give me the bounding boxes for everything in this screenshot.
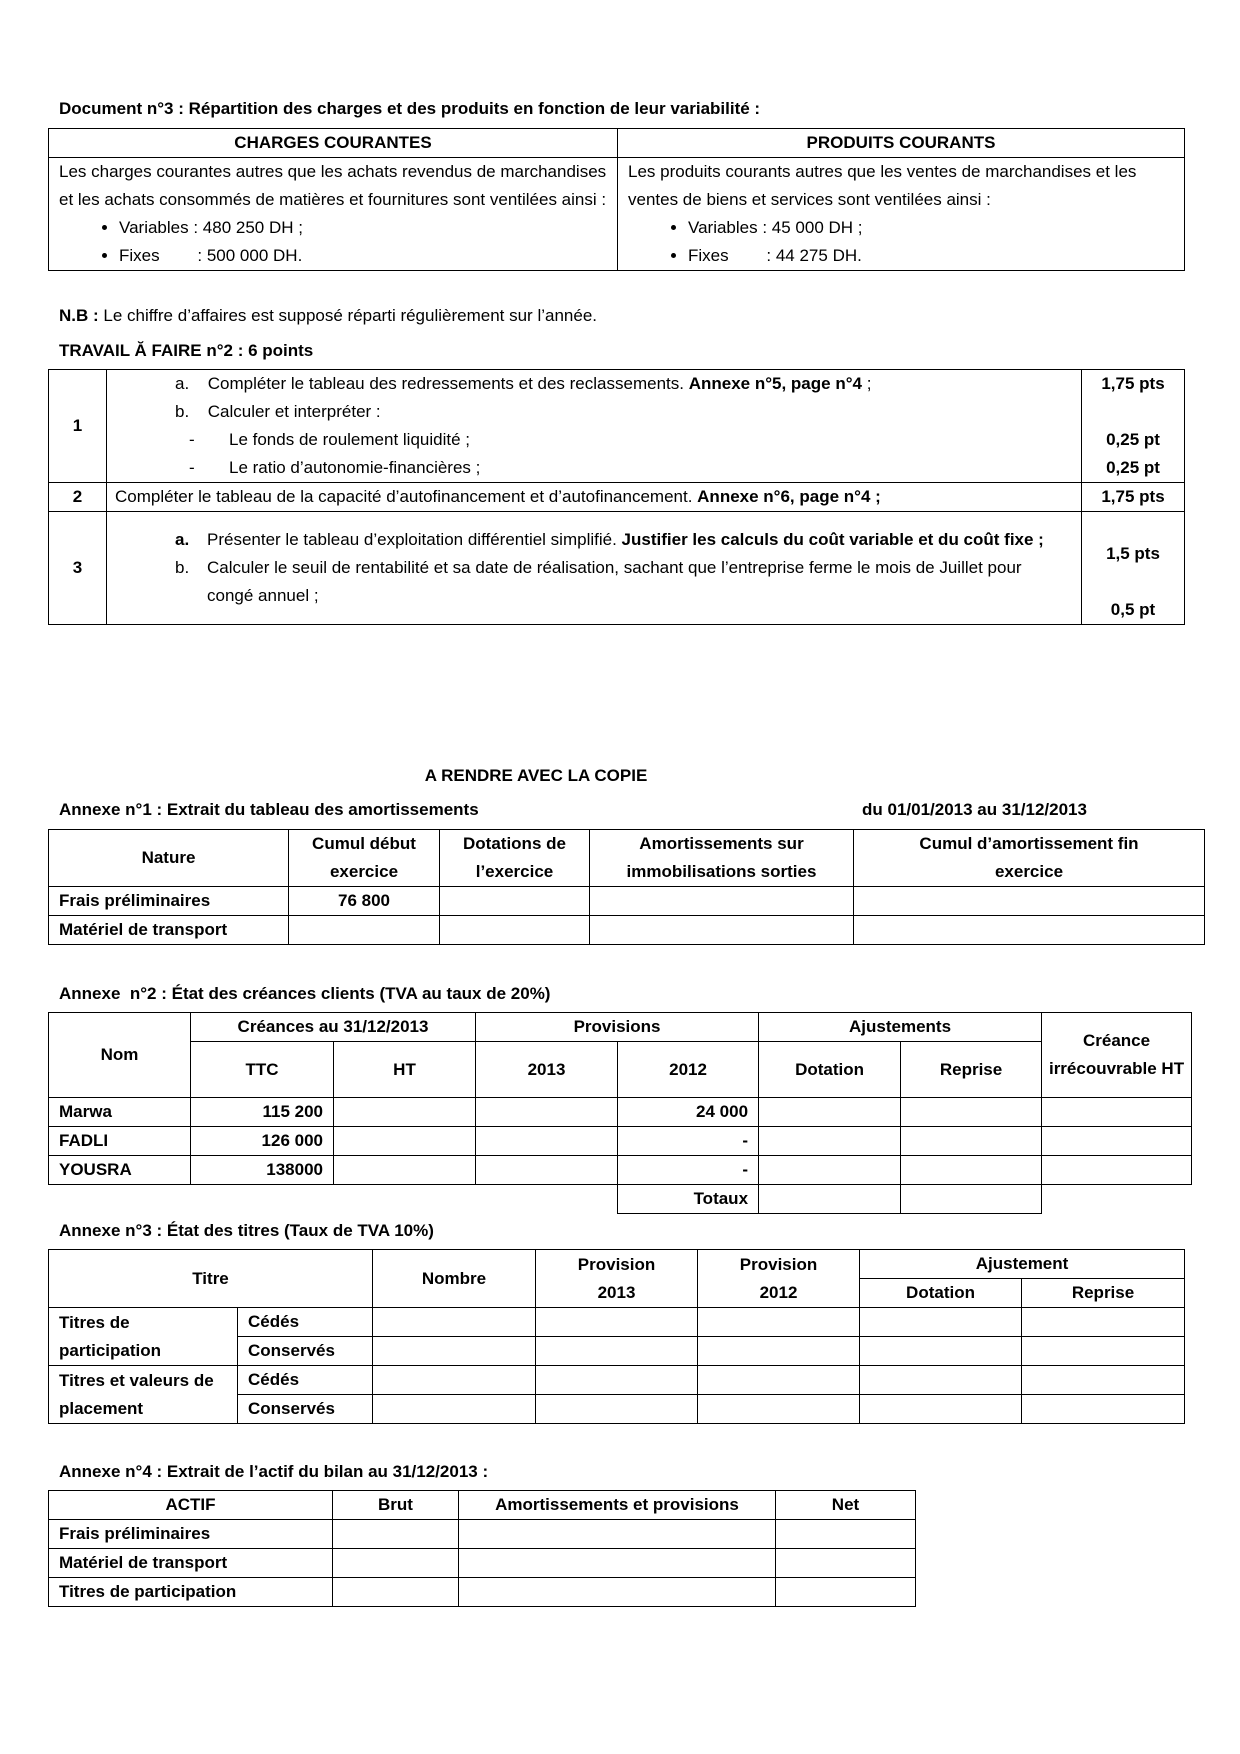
a2-h-irrecouvrable: Créance irrécouvrable HT: [1042, 1013, 1192, 1098]
a3-cell[interactable]: [1022, 1308, 1185, 1337]
a2-cell[interactable]: [1042, 1156, 1192, 1185]
q2-ref: Annexe n°6, page n°4 ;: [697, 487, 881, 506]
a3-group-placement: Titres et valeurs de placement: [49, 1366, 238, 1424]
q3a-text: Présenter le tableau d’exploitation différentiel simplifié.: [207, 530, 622, 549]
a1-row-label: Frais préliminaires: [49, 887, 289, 916]
a3-cell[interactable]: [860, 1308, 1022, 1337]
q3b-label: b.: [175, 558, 190, 577]
a1-cell[interactable]: [854, 887, 1205, 916]
annexe3-table: [48, 1249, 1185, 1424]
a3-cell[interactable]: [373, 1366, 536, 1395]
a4-cell[interactable]: [459, 1520, 776, 1549]
a1-h-cumul-fin: Cumul d’amortissement fin exercice: [854, 830, 1205, 887]
q2-points: 1,75 pts: [1082, 483, 1185, 512]
a4-h-amort: Amortissements et provisions: [459, 1491, 776, 1520]
charges-cell: [49, 158, 618, 271]
annexe2-table: [48, 1012, 1192, 1214]
q1a-ref: Annexe n°5, page n°4: [688, 374, 862, 393]
q1b-text: Calculer et interpréter :: [207, 402, 381, 421]
a2-cell[interactable]: [334, 1098, 476, 1127]
a4-cell[interactable]: [333, 1549, 459, 1578]
q2-body: Compléter le tableau de la capacité d’autofinancement et d’autofinancement.: [115, 487, 698, 506]
a3-cell[interactable]: [1022, 1337, 1185, 1366]
q1-points: [1082, 370, 1185, 483]
a4-h-actif: ACTIF: [49, 1491, 333, 1520]
a3-cell[interactable]: [698, 1366, 860, 1395]
nb-text: Le chiffre d’affaires est supposé réparti régulièrement sur l’année.: [98, 306, 597, 325]
a2-cell[interactable]: [476, 1156, 618, 1185]
q3-text: [107, 512, 1082, 625]
a3-cell[interactable]: [373, 1395, 536, 1424]
a2-h-ajustements: Ajustements: [759, 1013, 1042, 1042]
a4-h-brut: Brut: [333, 1491, 459, 1520]
a3-h-titre: Titre: [49, 1250, 373, 1308]
a2-h-creances: Créances au 31/12/2013: [191, 1013, 476, 1042]
a2-cell[interactable]: [901, 1156, 1042, 1185]
a3-cell[interactable]: [536, 1308, 698, 1337]
a2-cell[interactable]: [759, 1098, 901, 1127]
a4-cell[interactable]: [459, 1549, 776, 1578]
charges-fixes: • Fixes : 500 000 DH.: [119, 242, 607, 270]
a1-h-nature: Nature: [49, 830, 289, 887]
a2-totaux-label: Totaux: [618, 1185, 759, 1214]
a3-h-dotation: Dotation: [860, 1279, 1022, 1308]
produits-text: Les produits courants autres que les ventes de marchandises et les ventes de biens et services sont ventilées ainsi :: [628, 162, 1137, 209]
a3-h-ajustement: Ajustement: [860, 1250, 1185, 1279]
a3-cell[interactable]: [536, 1366, 698, 1395]
a3-cell[interactable]: [698, 1337, 860, 1366]
a1-cell[interactable]: [440, 887, 590, 916]
q3a-points: 1,5 pts: [1106, 544, 1160, 563]
a3-cell[interactable]: [860, 1366, 1022, 1395]
a2-h-ht: HT: [334, 1042, 476, 1098]
a4-cell[interactable]: [776, 1578, 916, 1607]
a4-row-label: Matériel de transport: [49, 1549, 333, 1578]
a3-cell[interactable]: [1022, 1366, 1185, 1395]
a1-cell[interactable]: [590, 887, 854, 916]
a2-p2012: 24 000: [618, 1098, 759, 1127]
a4-cell[interactable]: [459, 1578, 776, 1607]
annexe1-period: du 01/01/2013 au 31/12/2013: [862, 800, 1087, 819]
a1-row-label: Matériel de transport: [49, 916, 289, 945]
a3-h-reprise: Reprise: [1022, 1279, 1185, 1308]
q1b2-points: 0,25 pt: [1106, 458, 1160, 477]
q1a-points: 1,75 pts: [1101, 374, 1165, 393]
charges-text: Les charges courantes autres que les achats revendus de marchandises et les achats consommés de matières et fournitures sont ventilées ainsi :: [59, 162, 607, 209]
charges-header: CHARGES COURANTES: [49, 129, 618, 158]
a3-cell[interactable]: [1022, 1395, 1185, 1424]
a-rendre-title: A RENDRE AVEC LA COPIE: [424, 766, 648, 785]
a2-cell[interactable]: [759, 1156, 901, 1185]
q3a-bold: Justifier les calculs du coût variable et du coût fixe ;: [621, 530, 1044, 549]
a2-h-2012: 2012: [618, 1042, 759, 1098]
travail-title: TRAVAIL Ă FAIRE n°2 : 6 points: [59, 341, 314, 360]
charges-variables: • Variables : 480 250 DH ;: [119, 214, 607, 242]
a3-cell[interactable]: [860, 1395, 1022, 1424]
a3-cell[interactable]: [536, 1337, 698, 1366]
a4-cell[interactable]: [776, 1549, 916, 1578]
a4-h-net: Net: [776, 1491, 916, 1520]
a3-cedes: Cédés: [238, 1308, 373, 1337]
a2-p2012: -: [618, 1156, 759, 1185]
a2-p2012: -: [618, 1127, 759, 1156]
a3-cell[interactable]: [860, 1337, 1022, 1366]
a2-nom: FADLI: [49, 1127, 191, 1156]
q3b-text: Calculer le seuil de rentabilité et sa date de réalisation, sachant que l’entreprise ferme le mois de Juillet pour congé annuel ;: [207, 558, 1022, 605]
a2-h-reprise: Reprise: [901, 1042, 1042, 1098]
q1a-text: Compléter le tableau des redressements et des reclassements.: [207, 374, 689, 393]
a4-cell[interactable]: [333, 1578, 459, 1607]
a2-total-dotation[interactable]: [759, 1185, 901, 1214]
nb-note: [59, 306, 597, 326]
a3-cell[interactable]: [698, 1308, 860, 1337]
a2-cell[interactable]: [334, 1156, 476, 1185]
a2-cell[interactable]: [901, 1127, 1042, 1156]
produits-cell: [618, 158, 1185, 271]
a2-ttc: 138000: [191, 1156, 334, 1185]
a3-conserves: Conservés: [238, 1337, 373, 1366]
q3-points: [1082, 512, 1185, 625]
q1b2-text: Le ratio d’autonomie-financières ;: [229, 458, 481, 477]
a1-h-cumul-debut: Cumul début exercice: [289, 830, 440, 887]
a1-cell[interactable]: [590, 916, 854, 945]
a3-group-participation: Titres de participation: [49, 1308, 238, 1366]
annexe4-table: [48, 1490, 916, 1607]
a3-conserves: Conservés: [238, 1395, 373, 1424]
a2-h-provisions: Provisions: [476, 1013, 759, 1042]
a2-cell[interactable]: [476, 1098, 618, 1127]
a3-cedes: Cédés: [238, 1366, 373, 1395]
produits-variables: • Variables : 45 000 DH ;: [688, 214, 1174, 242]
q1b-label: b.: [175, 402, 190, 421]
a2-cell[interactable]: [476, 1127, 618, 1156]
a1-h-amort-sorties: Amortissements sur immobilisations sorties: [590, 830, 854, 887]
a4-cell[interactable]: [776, 1520, 916, 1549]
q3b-points: 0,5 pt: [1110, 600, 1156, 619]
q3a-label: a.: [175, 530, 190, 549]
nb-label: N.B :: [59, 306, 99, 325]
a2-cell[interactable]: [334, 1127, 476, 1156]
a1-cell[interactable]: [854, 916, 1205, 945]
a1-h-dotations: Dotations de l’exercice: [440, 830, 590, 887]
annexe3-title: Annexe n°3 : État des titres (Taux de TVA 10%): [59, 1221, 434, 1240]
a2-h-ttc: TTC: [191, 1042, 334, 1098]
a3-cell[interactable]: [373, 1308, 536, 1337]
a3-cell[interactable]: [536, 1395, 698, 1424]
a2-ttc: 126 000: [191, 1127, 334, 1156]
annexe1-table: [48, 829, 1205, 945]
q1b1-points: 0,25 pt: [1106, 430, 1160, 449]
annexe1-title: Annexe n°1 : Extrait du tableau des amortissements: [59, 800, 479, 819]
a2-h-dotation: Dotation: [759, 1042, 901, 1098]
a1-cell: 76 800: [289, 887, 440, 916]
a3-cell[interactable]: [373, 1337, 536, 1366]
a1-cell[interactable]: [289, 916, 440, 945]
produits-header: PRODUITS COURANTS: [618, 129, 1185, 158]
a2-nom: YOUSRA: [49, 1156, 191, 1185]
q1a-end: ;: [861, 374, 872, 393]
doc3-title: Document n°3 : Répartition des charges et des produits en fonction de leur variabilité :: [59, 99, 761, 118]
a2-cell[interactable]: [1042, 1127, 1192, 1156]
a3-h-nombre: Nombre: [373, 1250, 536, 1308]
travail-table: [48, 369, 1185, 625]
table-row: [49, 1098, 1192, 1127]
a4-row-label: Frais préliminaires: [49, 1520, 333, 1549]
a4-row-label: Titres de participation: [49, 1578, 333, 1607]
q1-text: a. Compléter le tableau des redressements et des reclassements. Annexe n°5, page n°4 ; b. Calculer et interpréter : - Le fonds de roulement liquidité ; - Le ratio d’autonomie-financières ;: [107, 370, 1082, 483]
a3-cell[interactable]: [698, 1395, 860, 1424]
a2-nom: Marwa: [49, 1098, 191, 1127]
q2-text: [107, 483, 1082, 512]
q3-number: 3: [49, 512, 107, 625]
a2-cell[interactable]: [1042, 1098, 1192, 1127]
a2-cell[interactable]: [901, 1098, 1042, 1127]
a2-total-reprise[interactable]: [901, 1185, 1042, 1214]
a4-cell[interactable]: [333, 1520, 459, 1549]
a1-cell[interactable]: [440, 916, 590, 945]
annexe2-title: Annexe n°2 : État des créances clients (TVA au taux de 20%): [59, 984, 551, 1003]
q1a-label: a.: [175, 374, 190, 393]
a2-h-nom: Nom: [49, 1013, 191, 1098]
a3-h-provision-2013: Provision 2013: [536, 1250, 698, 1308]
a2-ttc: 115 200: [191, 1098, 334, 1127]
produits-fixes: • Fixes : 44 275 DH.: [688, 242, 1174, 270]
a2-h-2013: 2013: [476, 1042, 618, 1098]
a3-h-provision-2012: Provision 2012: [698, 1250, 860, 1308]
q1b1-text: Le fonds de roulement liquidité ;: [229, 430, 470, 449]
q2-number: 2: [49, 483, 107, 512]
table-row: [49, 1156, 1192, 1185]
doc3-table: [48, 128, 1185, 271]
table-row: [49, 1127, 1192, 1156]
a2-cell[interactable]: [759, 1127, 901, 1156]
q1-number: 1: [49, 370, 107, 483]
annexe4-title: Annexe n°4 : Extrait de l’actif du bilan au 31/12/2013 :: [59, 1462, 489, 1481]
